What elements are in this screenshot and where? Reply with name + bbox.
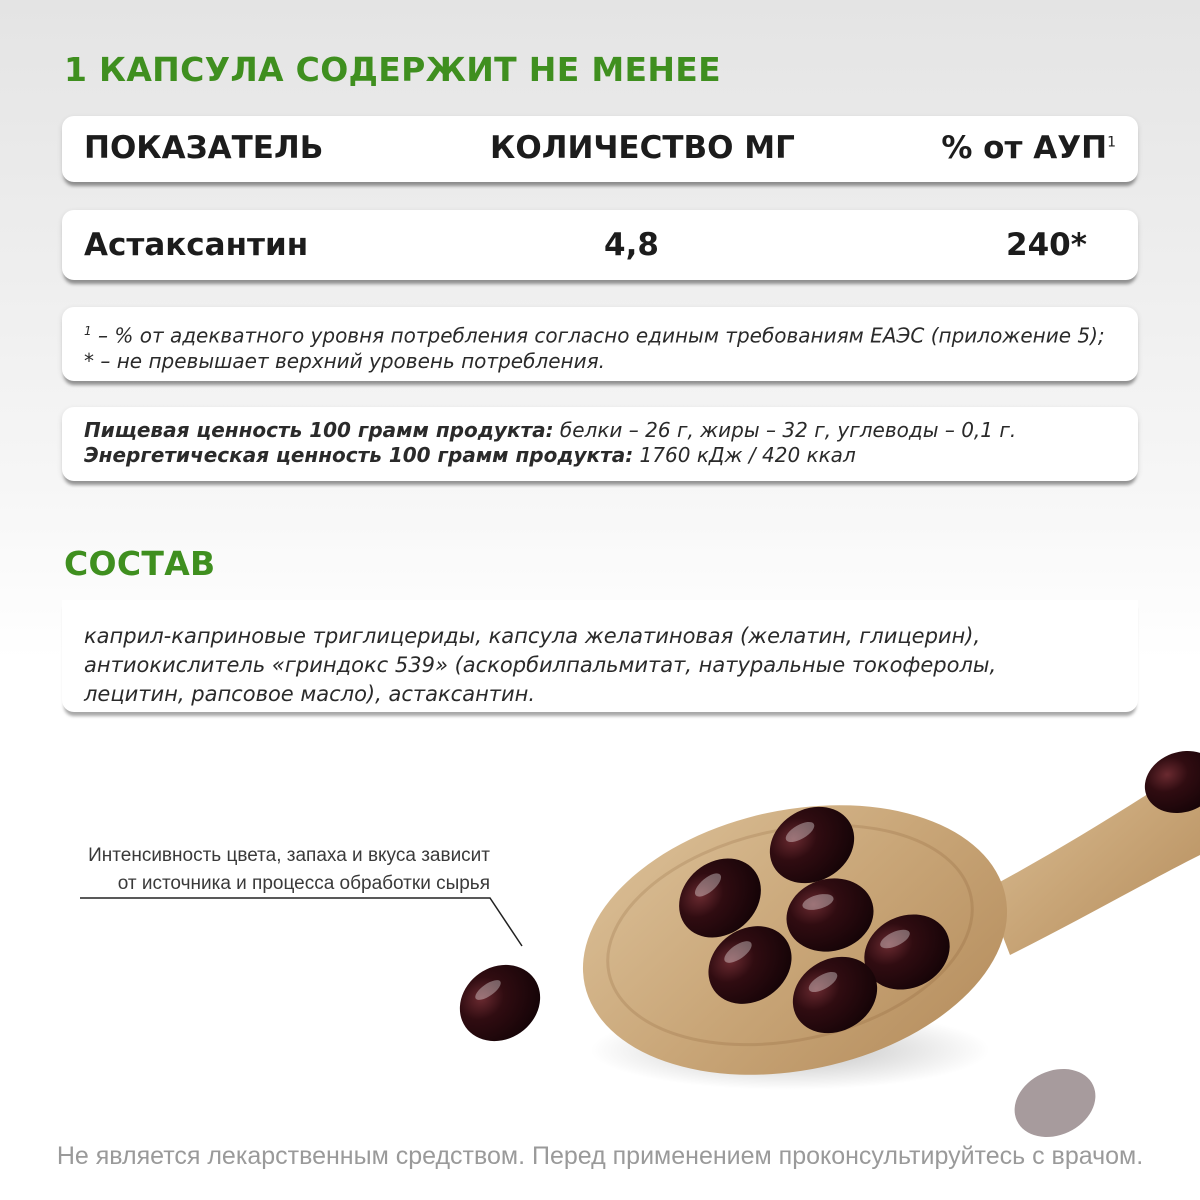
nutrition-label-2: Энергетическая ценность 100 грамм продукта:	[84, 443, 634, 467]
caption-line-1: Интенсивность цвета, запаха и вкуса зависит	[88, 845, 490, 866]
composition-line-1: каприл-каприновые триглицериды, капсула желатиновая (желатин, глицерин),	[84, 624, 981, 648]
footnote-line-1	[84, 319, 1138, 349]
footnote-line-2: * – не превышает верхний уровень потребления.	[84, 348, 605, 373]
table-row	[62, 210, 1138, 280]
section-heading-composition: СОСТАВ	[64, 544, 216, 583]
caption-pointer-line	[80, 898, 522, 946]
column-header-indicator: ПОКАЗАТЕЛЬ	[84, 130, 324, 166]
nutrition-card	[62, 407, 1138, 481]
row-amount: 4,8	[604, 227, 659, 263]
column-header-percent-text: % от АУП	[941, 130, 1108, 166]
nutrition-value-2: 1760 кДж / 420 ккал	[633, 443, 856, 467]
footnotes-card	[62, 307, 1138, 381]
column-header-percent-sup: 1	[1107, 134, 1116, 151]
caption-line-2: от источника и процесса обработки сырья	[117, 873, 490, 894]
footnote-sup: 1	[84, 324, 92, 338]
row-percent: 240*	[1006, 227, 1087, 263]
section-heading-capsule: 1 КАПСУЛА СОДЕРЖИТ НЕ МЕНЕЕ	[64, 50, 721, 89]
spoon-capsules-illustration	[0, 720, 1200, 1160]
column-header-percent	[941, 130, 1116, 166]
nutrition-label-1: Пищевая ценность 100 грамм продукта:	[84, 418, 554, 442]
composition-line-2: антиокислитель «гриндокс 539» (аскорбилпальмитат, натуральные токоферолы,	[84, 653, 997, 677]
table-header-card	[62, 116, 1138, 182]
nutrition-value-1: белки – 26 г, жиры – 32 г, углеводы – 0,1 г.	[553, 418, 1017, 442]
footnote-text-1: – % от адекватного уровня потребления согласно единым требованиям ЕАЭС (приложение 5);	[91, 323, 1105, 348]
nutrition-line-2	[84, 443, 1138, 468]
composition-line-3: лецитин, рапсовое масло), астаксантин.	[84, 682, 536, 706]
composition-card	[62, 600, 1138, 712]
nutrition-line-1	[84, 418, 1138, 443]
loose-capsule	[445, 949, 555, 1056]
caption	[88, 842, 490, 898]
column-header-amount: КОЛИЧЕСТВО МГ	[490, 130, 795, 166]
loose-capsule-bottom	[1003, 1056, 1106, 1150]
disclaimer: Не является лекарственным средством. Перед применением проконсультируйтесь с врачом.	[56, 1142, 1144, 1170]
row-name: Астаксантин	[84, 227, 309, 263]
